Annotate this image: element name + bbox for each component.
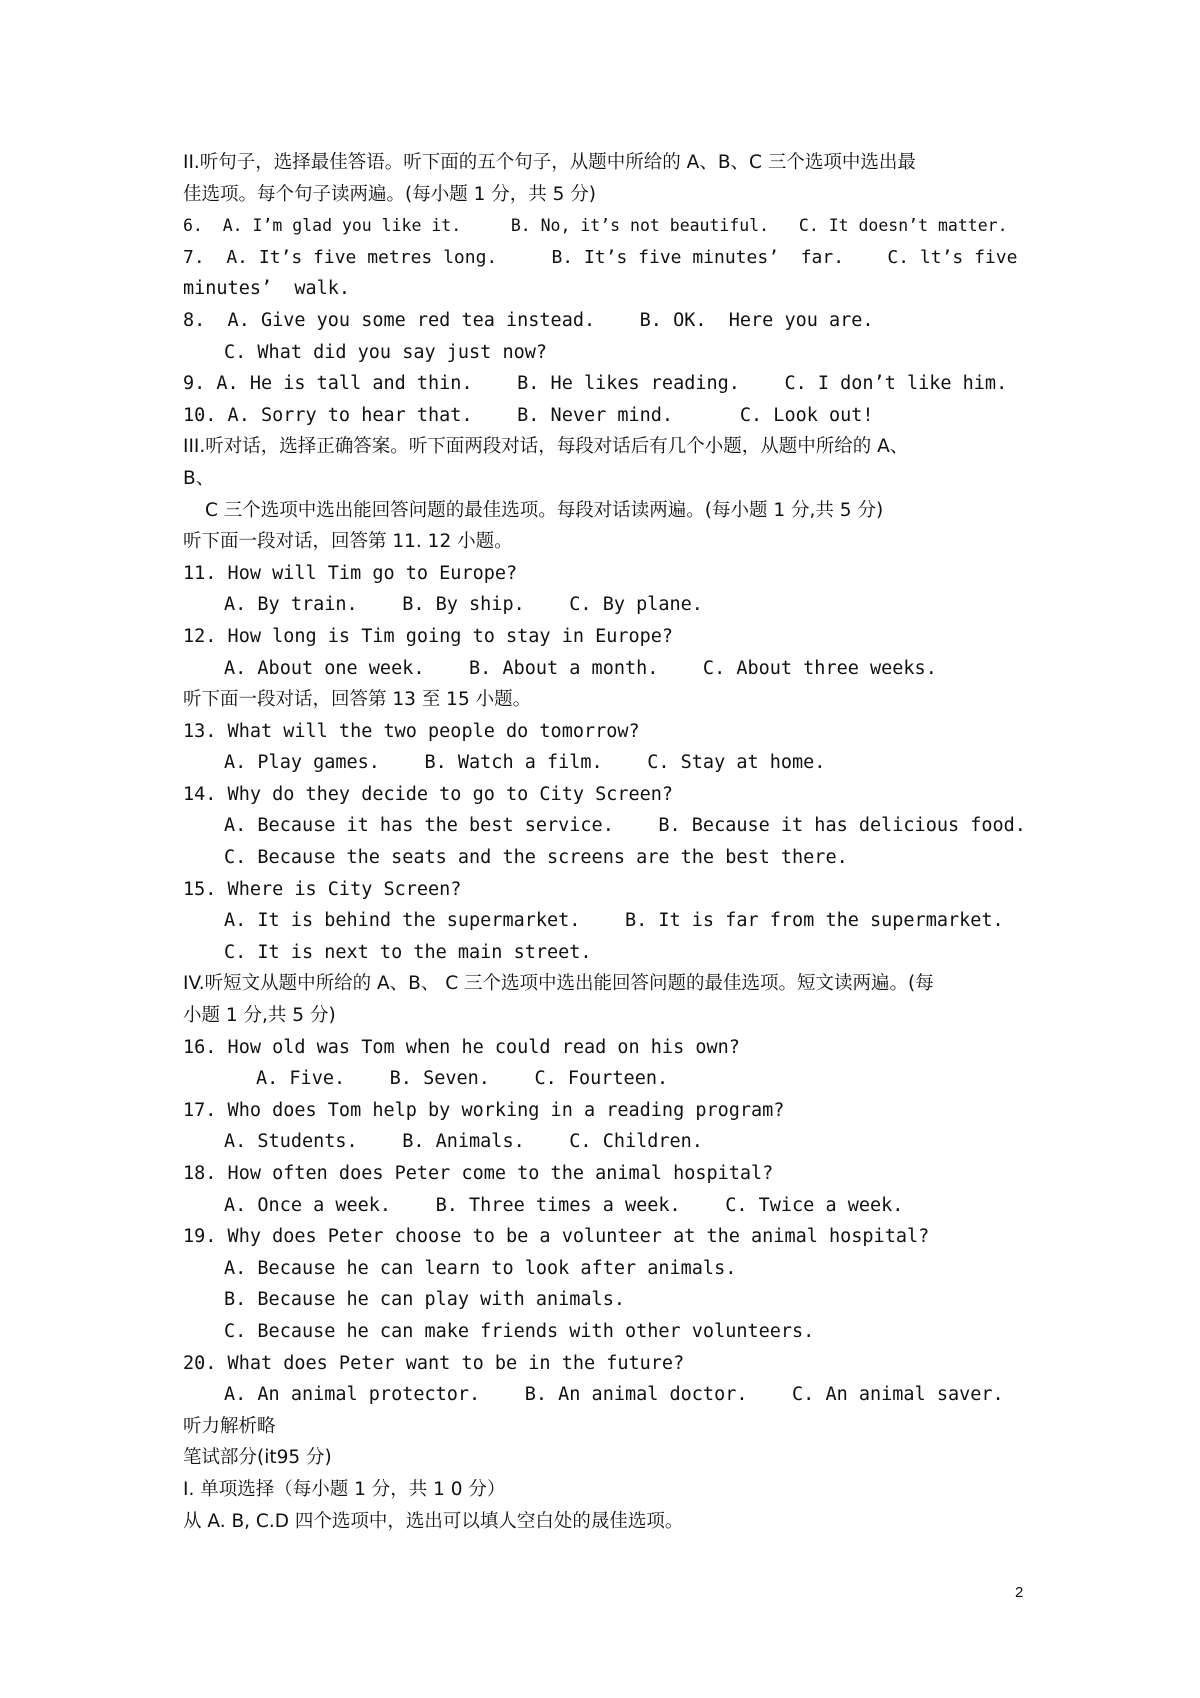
question-10: 10. A. Sorry to hear that. B. Never mind. C. Look out! xyxy=(183,404,874,426)
question-20: 20. What does Peter want to be in the future? xyxy=(183,1352,685,1374)
question-11-options: A. By train. B. By ship. C. By plane. xyxy=(224,594,703,616)
question-15-option-c: C. It is next to the main street. xyxy=(224,941,592,963)
question-18: 18. How often does Peter come to the animal hospital? xyxy=(183,1163,774,1184)
question-9: 9. A. He is tall and thin. B. He likes reading. C. I don’t like him. xyxy=(183,373,1008,395)
question-16-options: A. Five. B. Seven. C. Fourteen. xyxy=(256,1068,669,1090)
exam-text xyxy=(183,147,1028,1537)
question-19-option-a: A. Because he can learn to look after animals. xyxy=(224,1257,737,1279)
question-14-option-c: C. Because the seats and the screens are the best there. xyxy=(224,847,848,869)
question-17-options: A. Students. B. Animals. C. Children. xyxy=(224,1131,703,1153)
question-19: 19. Why does Peter choose to be a volunteer at the animal hospital? xyxy=(183,1226,930,1248)
section-ii-heading-cont: 佳选项。每个句子读两遍。(每小题 1 分，共 5 分) xyxy=(183,183,596,205)
question-11: 11. How will Tim go to Europe? xyxy=(183,562,518,584)
question-15: 15. Where is City Screen? xyxy=(183,878,462,900)
question-6: 6. A. I’m glad you like it. B. No, it’s not beautiful. C. It doesn’t matter. xyxy=(183,216,1008,236)
question-13: 13. What will the two people do tomorrow? xyxy=(183,720,640,742)
question-7-cont: minutes’ walk. xyxy=(183,278,351,300)
section-iii-heading-cont: B、 xyxy=(183,467,215,489)
question-19-option-c: C. Because he can make friends with other volunteers. xyxy=(224,1320,815,1342)
question-14: 14. Why do they decide to go to City Screen? xyxy=(183,783,674,805)
section-iv-heading: IV.听短文从题中所给的 A、B、 C 三个选项中选出能回答问题的最佳选项。短文读两遍。(每 xyxy=(183,973,934,995)
section-iv-heading-cont: 小题 1 分,共 5 分) xyxy=(183,1005,336,1027)
question-7: 7. A. It’s five metres long. B. It’s five minutes’ far. C. lt’s five xyxy=(183,246,1018,268)
question-14-options-ab: A. Because it has the best service. B. Because it has delicious food. xyxy=(224,815,1026,837)
question-20-options: A. An animal protector. B. An animal doctor. C. An animal saver. xyxy=(224,1384,1004,1406)
dialogue-2-instruction: 听下面一段对话，回答第 13 至 15 小题。 xyxy=(183,689,532,711)
question-16: 16. How old was Tom when he could read on his own? xyxy=(183,1036,740,1058)
section-i-heading: I. 单项选择（每小题 1 分，共 1 0 分） xyxy=(183,1478,506,1500)
question-19-option-b: B. Because he can play with animals. xyxy=(224,1289,625,1311)
section-iii-heading-cont2: C 三个选项中选出能回答问题的最佳选项。每段对话读两遍。(每小题 1 分,共 5 分) xyxy=(205,499,884,521)
question-17: 17. Who does Tom help by working in a reading program? xyxy=(183,1099,785,1121)
section-i-instruction: 从 A. B, C.D 四个选项中，选出可以填人空白处的晟佳选项。 xyxy=(183,1510,684,1532)
question-8-option-c: C. What did you say just now? xyxy=(224,341,548,363)
listening-note: 听力解析略 xyxy=(183,1415,276,1437)
section-ii-heading: II.听句子，选择最佳答语。听下面的五个句子，从题中所给的 A、B、C 三个选项中选出最 xyxy=(183,152,916,173)
section-iii-heading: III.听对话，选择正确答案。听下面两段对话，每段对话后有几个小题，从题中所给的 A、 xyxy=(183,436,909,458)
written-part-heading: 笔试部分(it95 分) xyxy=(183,1447,332,1469)
question-8: 8. A. Give you some red tea instead. B. OK. Here you are. xyxy=(183,309,874,331)
dialogue-1-instruction: 听下面一段对话，回答第 11. 12 小题。 xyxy=(183,531,513,553)
question-18-options: A. Once a week. B. Three times a week. C. Twice a week. xyxy=(224,1194,904,1216)
question-13-options: A. Play games. B. Watch a film. C. Stay at home. xyxy=(224,752,826,774)
page-number: 2 xyxy=(1015,1584,1024,1601)
question-15-options-ab: A. It is behind the supermarket. B. It is far from the supermarket. xyxy=(224,910,1004,932)
question-12: 12. How long is Tim going to stay in Europe? xyxy=(183,625,674,647)
question-12-options: A. About one week. B. About a month. C. About three weeks. xyxy=(224,657,937,679)
